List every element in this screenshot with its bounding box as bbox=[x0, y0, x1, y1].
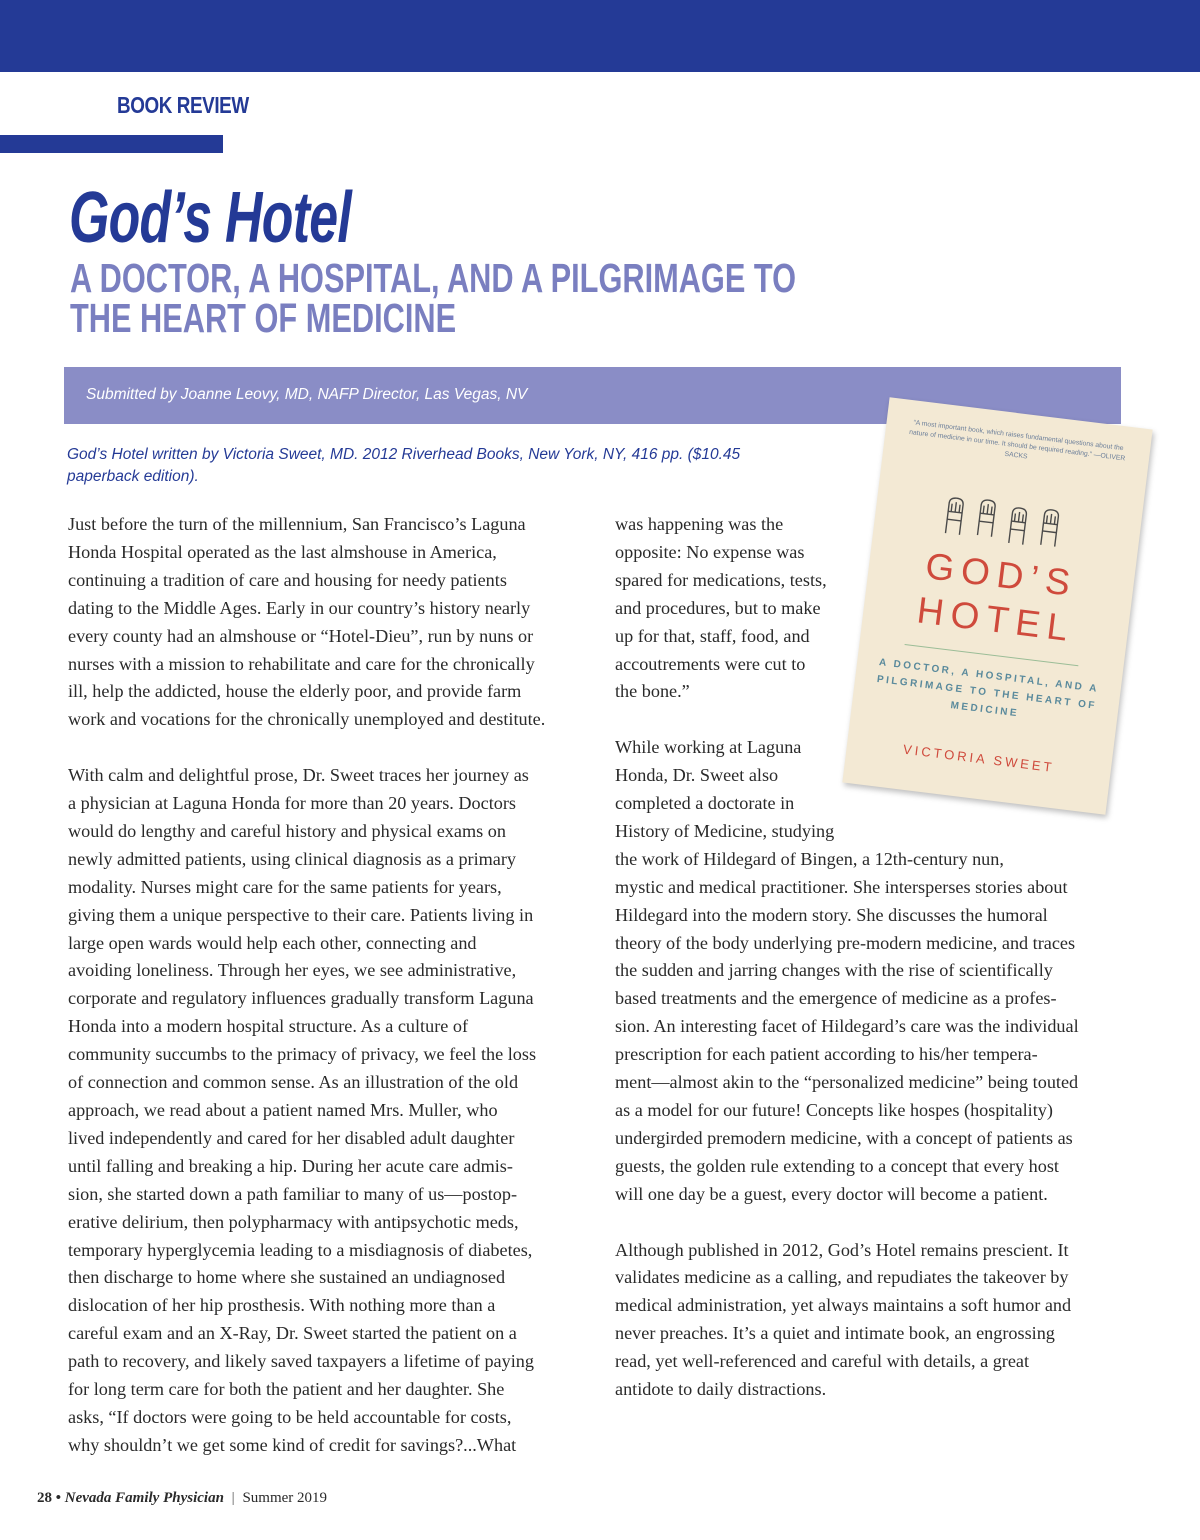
cover-title: GOD’S HOTEL bbox=[914, 545, 1080, 650]
issue-date: Summer 2019 bbox=[242, 1490, 328, 1506]
paragraph: With calm and delightful prose, Dr. Sweet traces her journey as a physician at Laguna Honda for more than 20 years. Doctors would do lengthy and careful history and physical exams on newly admitted patients, using clinical diagnosis as a primary modality. Nurses might care for the same patients for years, giving them a unique perspective to their care. Patients living in large open wards would help each other, connecting and avoiding loneliness. Through her eyes, we see administrative, corporate and regulatory influences gradually transform Laguna Honda into a modern hospital structure. As a culture of community succumbs to the primacy of privacy, we feel the loss of connection and common sense. As an illustration of the old approach, we read about a patient named Mrs. Muller, who lived independently and cared for her disabled adult daughter until falling and breaking a hip. During her acute care admis- sion, she started down a path familiar to many of us—postop- erative delirium, then polypharmacy with antipsychotic meds, temporary hyperglycemia leading to a misdiagnosis of diabetes, then discharge to home where she sustained an undiagnosed dislocation of her hip prosthesis. With nothing more than a careful exam and an X-Ray, Dr. Sweet started the patient on a path to recovery, and likely saved taxpayers a lifetime of paying for long term care for both the patient and her daughter. She asks, “If doctors were going to be held accountable for costs, why shouldn’t we get some kind of credit for savings?...What bbox=[68, 765, 537, 1455]
hospital-beds-icon bbox=[935, 492, 1079, 553]
article-title: God’s Hotel bbox=[69, 178, 352, 258]
cover-quote: “A most important book, which raises fundamental questions about the nature of medicine in our time. It should be required reading.” —OLIVER SACKS bbox=[908, 419, 1126, 463]
section-label: BOOK REVIEW bbox=[117, 92, 249, 118]
paragraph: Just before the turn of the millennium, San Francisco’s Laguna Honda Hospital operated as the last almshouse in America, continuing a tradition of care and housing for needy patients dating to the Middle Ages. Early in our country’s history nearly every county had an almshouse or “Hotel-Dieu”, run by nuns or nurses with a mission to rehabilitate and care for the chronically ill, help the addicted, house the elderly poor, and provide farm work and vocations for the chronically unemployed and destitute. bbox=[68, 514, 546, 730]
cover-subtitle: A DOCTOR, A HOSPITAL, AND A PILGRIMAGE TO THE HEART OF MEDICINE bbox=[876, 657, 1100, 720]
paragraph: was happening was the opposite: No expense was spared for medications, tests, and procedures, but to make up for that, staff, food, and accoutrements were cut to the bone.” bbox=[615, 514, 827, 702]
book-cover bbox=[842, 397, 1152, 814]
byline: Submitted by Joanne Leovy, MD, NAFP Director, Las Vegas, NV bbox=[86, 386, 528, 403]
section-rule bbox=[0, 135, 223, 153]
footer-bullet: • bbox=[55, 1490, 62, 1506]
left-column bbox=[68, 511, 598, 1488]
page-number: 28 bbox=[37, 1490, 52, 1506]
footer-separator: | bbox=[231, 1490, 235, 1506]
book-citation: God’s Hotel written by Victoria Sweet, MD. 2012 Riverhead Books, New York, NY, 416 pp. ($10.45 paperback edition). bbox=[67, 446, 741, 485]
top-color-bar bbox=[0, 0, 1200, 72]
page-footer bbox=[37, 1490, 327, 1507]
cover-author: VICTORIA SWEET bbox=[902, 741, 1056, 776]
paragraph: Although published in 2012, God’s Hotel remains prescient. It validates medicine as a calling, and repudiates the takeover by medical administration, yet always maintains a soft humor and never preaches. It’s a quiet and intimate book, an engrossing read, yet well-referenced and careful with details, a great antidote to daily distractions. bbox=[615, 1239, 1072, 1400]
paragraph: While working at Laguna Honda, Dr. Sweet also completed a doctorate in History of Medicine, studying the work of Hildegard of Bingen, a 12th-century nun, mystic and medical practitioner. She intersperses stories about Hildegard into the modern story. She discusses the humoral theory of the body underlying pre-modern medicine, and traces the sudden and jarring changes with the rise of scientifically based treatments and the emergence of medicine as a profes- sion. An interesting facet of Hildegard’s care was the individual prescription for each patient according to his/her tempera- ment—almost akin to the “personalized medicine” being touted as a model for our future! Concepts like hospes (hospitality) undergirded premodern medicine, with a concept of patients as guests, the golden rule extending to a concept that every host will one day be a guest, every doctor will become a patient. bbox=[615, 737, 1079, 1204]
article-subtitle: A DOCTOR, A HOSPITAL, AND A PILGRIMAGE TO THE HEART OF MEDICINE bbox=[70, 255, 797, 341]
magazine-name: Nevada Family Physician bbox=[64, 1490, 224, 1506]
